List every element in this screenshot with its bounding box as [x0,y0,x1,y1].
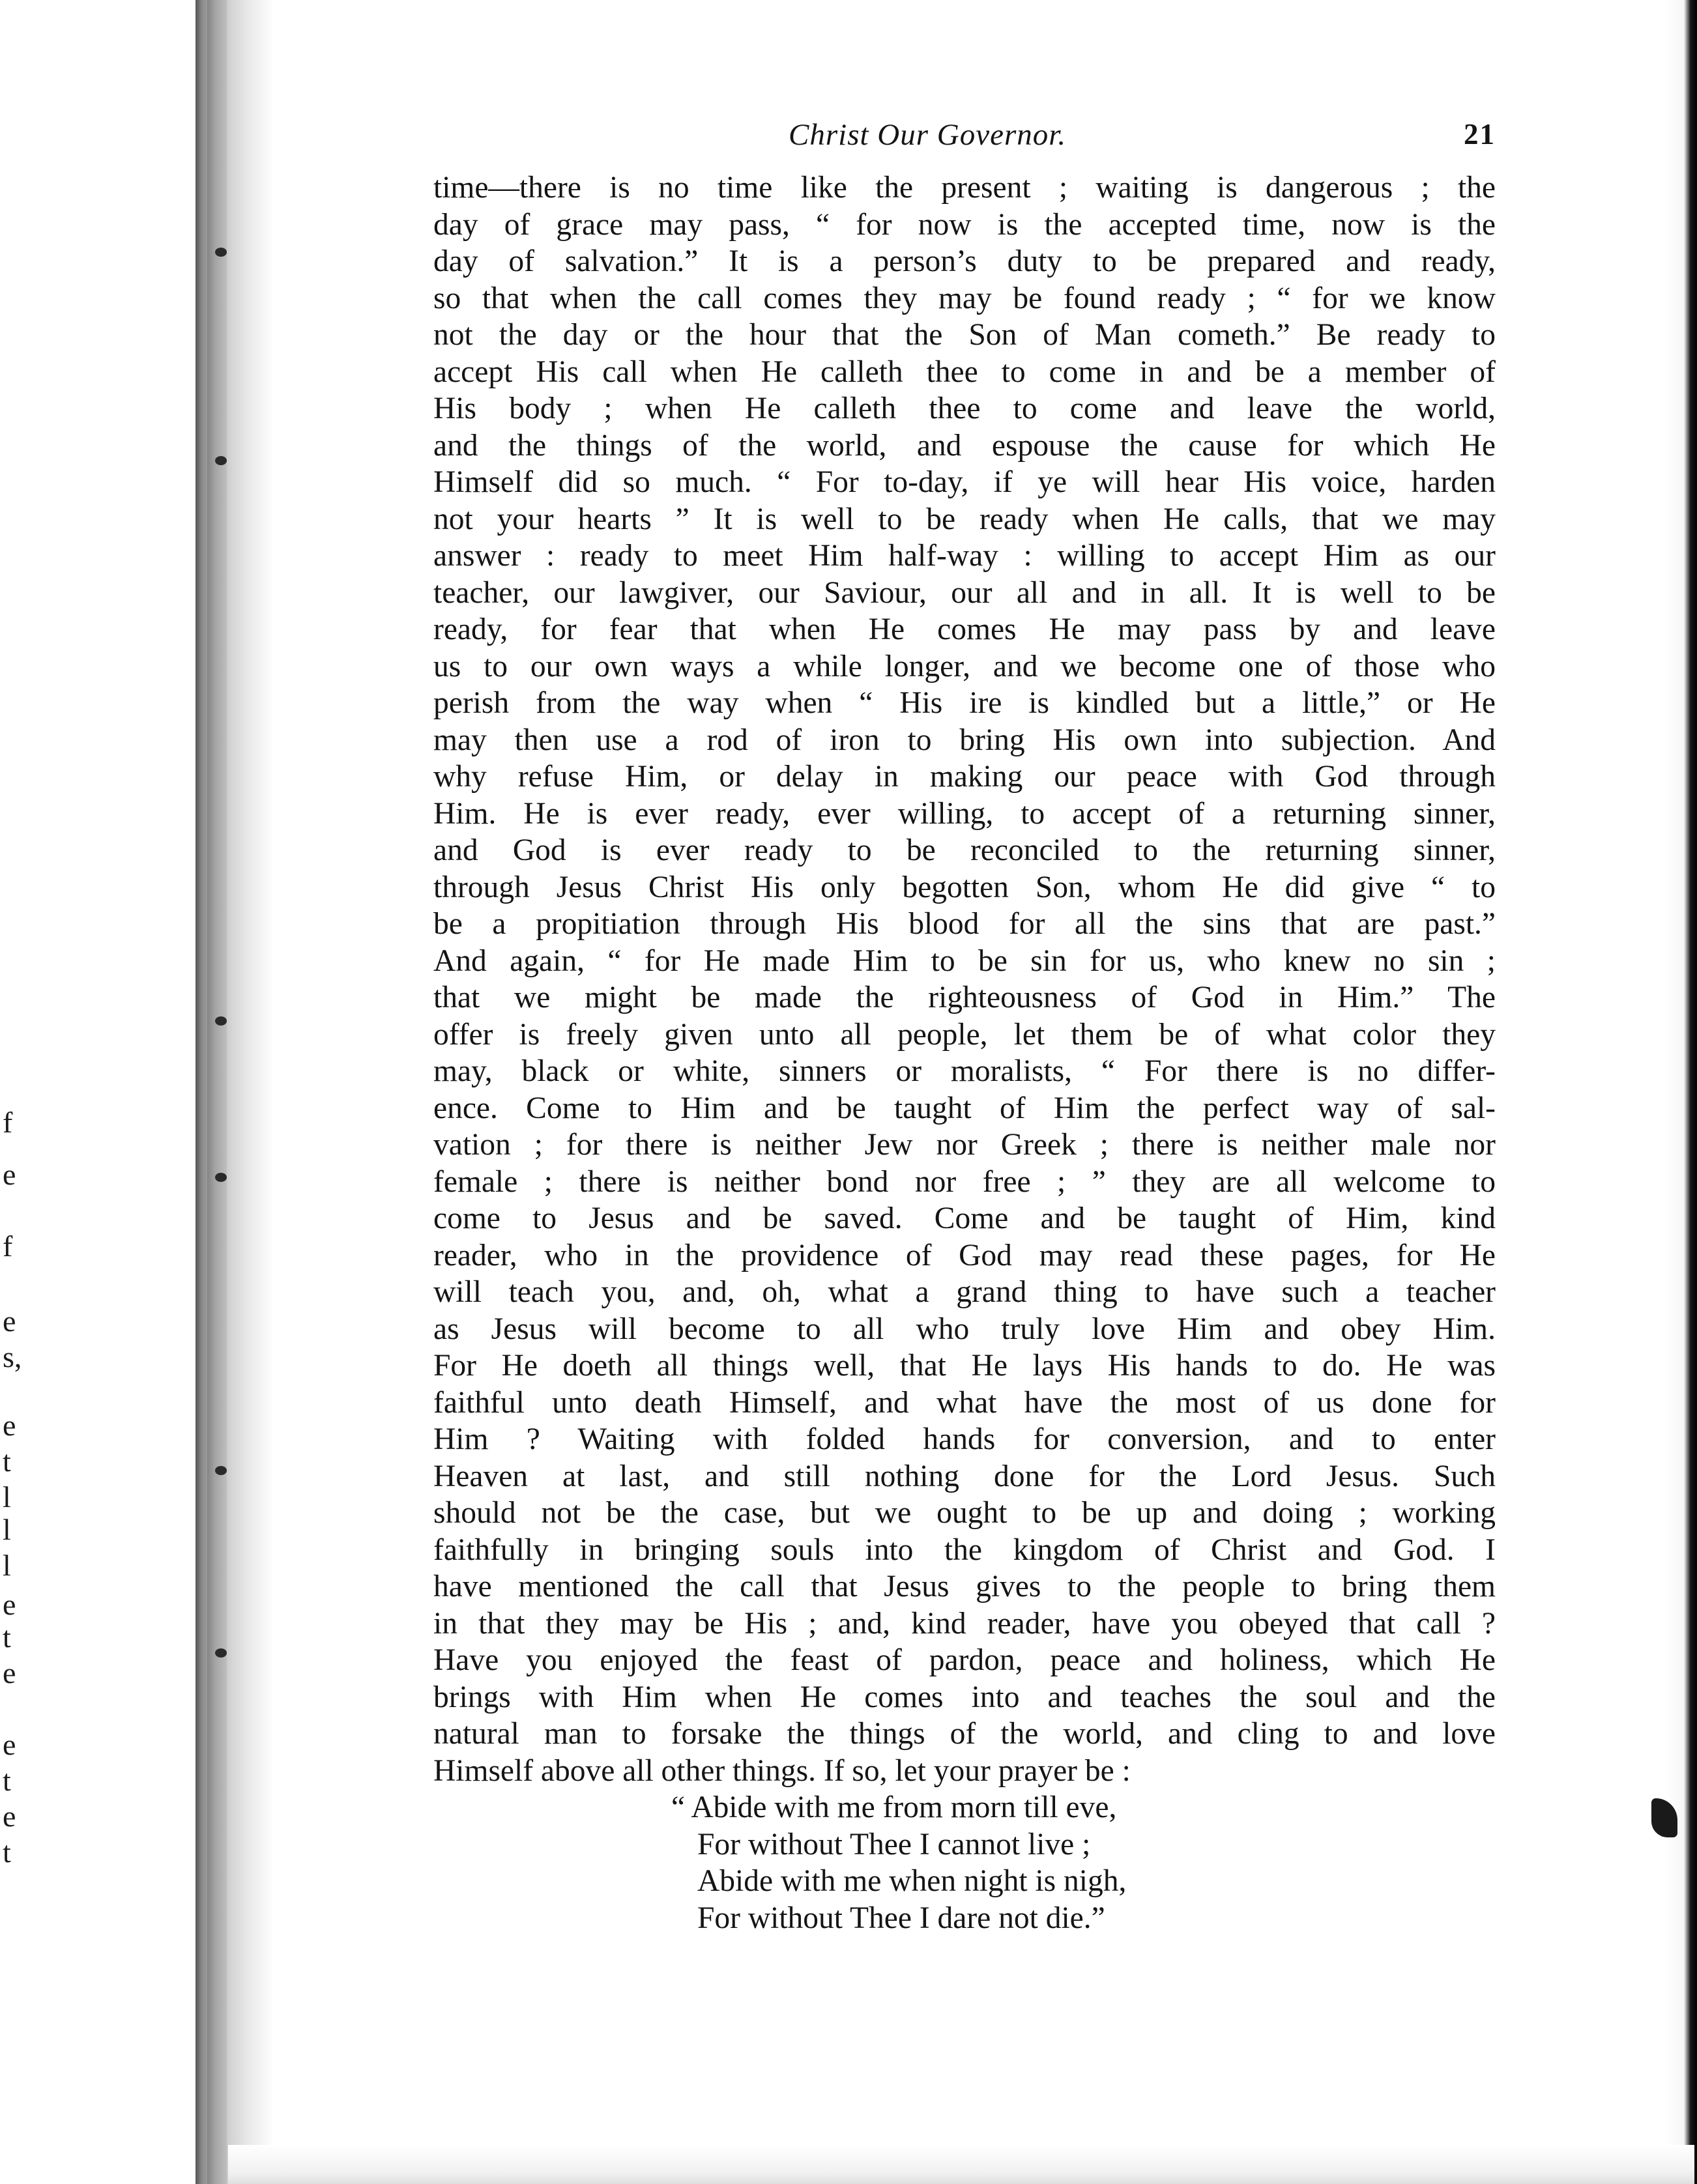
facing-page-letter: f [3,1229,13,1263]
text-line: accept His call when He calleth thee to come in and be a member of [433,354,1496,389]
text-line: offer is freely given unto all people, let them be of what color they [433,1017,1496,1052]
text-line: Heaven at last, and still nothing done for the Lord Jesus. Such [433,1459,1496,1493]
text-line: female ; there is neither bond nor free ; ” they are all welcome to [433,1164,1496,1199]
facing-page-letter: t [3,1444,11,1478]
text-line: For He doeth all things well, that He lays His hands to do. He was [433,1349,1496,1383]
binding-stitch-mark [215,1648,227,1658]
text-line: will teach you, and, oh, what a grand thing to have such a teacher [433,1275,1496,1309]
text-line: not the day or the hour that the Son of Man cometh.” Be ready to [433,318,1496,352]
text-line: His body ; when He calleth thee to come and leave the world, [433,392,1496,425]
text-line: vation ; for there is neither Jew nor Greek ; there is neither male nor [433,1128,1496,1162]
facing-page-letter: t [3,1620,11,1654]
poem-line: For without Thee I dare not die.” [697,1901,1105,1935]
text-line: as Jesus will become to all who truly love Him and obey Him. [433,1312,1496,1346]
text-line: And again, “ for He made Him to be sin for us, who knew no sin ; [433,943,1496,978]
text-line: come to Jesus and be saved. Come and be taught of Him, kind [433,1201,1496,1235]
text-line: answer : ready to meet Him half-way : willing to accept Him as our [433,539,1496,573]
facing-page-letter: e [3,1409,16,1442]
running-head [433,117,1496,169]
binding-stitch-mark [215,456,227,465]
binding-stitch-mark [215,248,227,257]
facing-page-letter: t [3,1835,11,1869]
poem-line: For without Thee I cannot live ; [697,1827,1091,1861]
text-line: day of salvation.” It is a person’s duty to be prepared and ready, [433,244,1496,278]
body-text [433,169,1496,1789]
book-page [433,117,1496,1936]
binding-stitch-mark [215,1016,227,1026]
binding-stitch-mark [215,1173,227,1182]
running-head-title: Christ Our Governor. [789,118,1067,152]
text-line: ready, for fear that when He comes He may pass by and leave [433,612,1496,646]
text-line: perish from the way when “ His ire is kindled but a little,” or He [433,686,1496,720]
text-line: and God is ever ready to be reconciled to the returning sinner, [433,833,1496,867]
text-line: that we might be made the righteousness of God in Him.” The [433,981,1496,1014]
text-line: why refuse Him, or delay in making our peace with God through [433,760,1496,794]
text-line: have mentioned the call that Jesus gives to the people to bring them [433,1570,1496,1603]
book-spine-shadow [207,0,227,2184]
text-line: Himself above all other things. If so, let your prayer be : [433,1753,1131,1788]
text-line: Him. He is ever ready, ever willing, to accept of a returning sinner, [433,796,1496,831]
facing-page-letter: e [3,1800,16,1833]
text-line: be a propitiation through His blood for all the sins that are past.” [433,907,1496,941]
text-line: so that when the call comes they may be found ready ; “ for we know [433,281,1496,315]
facing-page-letter: l [3,1480,11,1514]
poem-line: Abide with me when night is nigh, [697,1864,1127,1898]
text-line: faithfully in bringing souls into the kingdom of Christ and God. I [433,1532,1496,1567]
page-bottom-edge [228,2145,1694,2184]
facing-page-letter: e [3,1728,16,1761]
facing-page-letter: s, [3,1340,22,1373]
text-line: reader, who in the providence of God may read these pages, for He [433,1238,1496,1272]
text-line: and the things of the world, and espouse the cause for which He [433,428,1496,463]
facing-page-letter: t [3,1764,11,1797]
facing-page-strip [0,0,196,2184]
text-line: teacher, our lawgiver, our Saviour, our all and in all. It is well to be [433,575,1496,610]
poem-line: “ Abide with me from morn till eve, [671,1790,1117,1824]
facing-page-letter: e [3,1304,16,1338]
binding-stitch-mark [215,1466,227,1475]
facing-page-letter: e [3,1656,16,1689]
text-line: may, black or white, sinners or moralists, “ For there is no differ- [433,1054,1496,1088]
text-line: may then use a rod of iron to bring His own into subjection. And [433,723,1496,757]
facing-page-letter: l [3,1513,11,1546]
text-line: brings with Him when He comes into and teaches the soul and the [433,1680,1496,1714]
text-line: day of grace may pass, “ for now is the accepted time, now is the [433,207,1496,242]
text-line: ence. Come to Him and be taught of Him the perfect way of sal- [433,1091,1496,1125]
facing-page-letter: e [3,1588,16,1621]
text-line: Himself did so much. “ For to-day, if ye will hear His voice, harden [433,465,1496,499]
facing-page-letter: e [3,1158,16,1191]
text-line: not your hearts ” It is well to be ready when He calls, that we may [433,502,1496,536]
text-line: time—there is no time like the present ; waiting is dangerous ; the [433,171,1496,205]
text-line: natural man to forsake the things of the world, and cling to and love [433,1717,1496,1751]
page-number: 21 [1464,118,1496,151]
text-line: in that they may be His ; and, kind reader, have you obeyed that call ? [433,1606,1496,1641]
facing-page-letter: l [3,1549,11,1582]
text-line: through Jesus Christ His only begotten Son, whom He did give “ to [433,870,1496,904]
text-line: us to our own ways a while longer, and we become one of those who [433,649,1496,683]
page-right-edge [1664,0,1697,2184]
poem-block [671,1789,1496,1936]
text-line: Him ? Waiting with folded hands for conversion, and to enter [433,1422,1496,1456]
text-line: faithful unto death Himself, and what have the most of us done for [433,1385,1496,1420]
text-line: should not be the case, but we ought to be up and doing ; working [433,1496,1496,1530]
text-line: Have you enjoyed the feast of pardon, peace and holiness, which He [433,1643,1496,1677]
facing-page-letter: f [3,1106,13,1139]
